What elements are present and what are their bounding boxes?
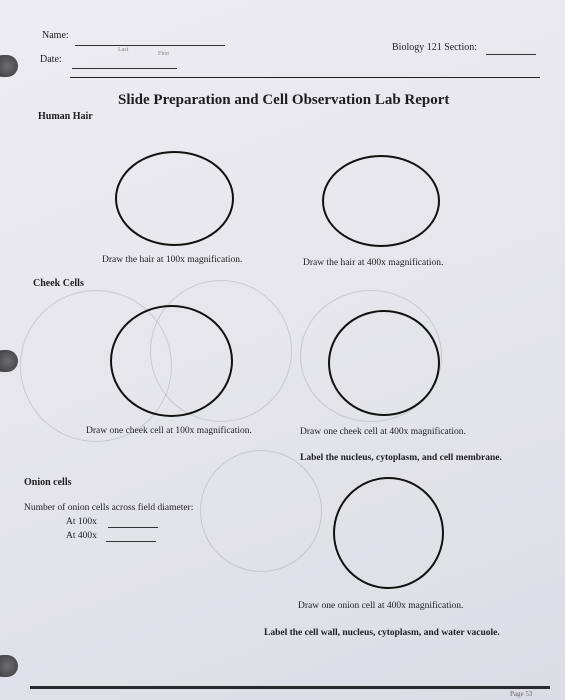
bleed-through-ring <box>200 450 322 572</box>
header-rule <box>70 77 540 78</box>
cheek-label-instruction: Label the nucleus, cytoplasm, and cell membrane. <box>300 453 502 463</box>
date-field[interactable] <box>72 68 177 69</box>
last-name-hint: Last <box>118 47 129 53</box>
onion-cells-heading: Onion cells <box>24 477 72 488</box>
binder-ring-icon <box>0 655 18 677</box>
binder-ring-icon <box>0 55 18 77</box>
onion-100x-count-field[interactable] <box>108 527 158 528</box>
cheek-100x-caption: Draw one cheek cell at 100x magnification. <box>86 426 252 436</box>
onion-100x-label: At 100x <box>66 517 97 527</box>
page-title: Slide Preparation and Cell Observation Lab Report <box>118 92 450 108</box>
hair-100x-drawing-circle[interactable] <box>115 151 234 246</box>
onion-label-instruction: Label the cell wall, nucleus, cytoplasm, and water vacuole. <box>264 628 500 638</box>
name-field[interactable] <box>75 45 225 46</box>
onion-400x-count-field[interactable] <box>106 541 156 542</box>
hair-400x-caption: Draw the hair at 400x magnification. <box>303 258 444 268</box>
date-label: Date: <box>40 54 62 65</box>
section-field[interactable] <box>486 54 536 55</box>
onion-field-diameter-question: Number of onion cells across field diameter: <box>24 503 194 513</box>
footer-rule <box>30 686 550 689</box>
onion-400x-label: At 400x <box>66 531 97 541</box>
cheek-cells-heading: Cheek Cells <box>33 278 84 289</box>
cheek-400x-caption: Draw one cheek cell at 400x magnification. <box>300 427 466 437</box>
cheek-400x-drawing-circle[interactable] <box>328 310 440 416</box>
onion-400x-drawing-circle[interactable] <box>333 477 444 589</box>
section-label: Biology 121 Section: <box>392 42 477 53</box>
onion-400x-caption: Draw one onion cell at 400x magnification. <box>298 601 464 611</box>
human-hair-heading: Human Hair <box>38 111 93 122</box>
cheek-100x-drawing-circle[interactable] <box>110 305 233 417</box>
hair-100x-caption: Draw the hair at 100x magnification. <box>102 255 243 265</box>
binder-ring-icon <box>0 350 18 372</box>
first-name-hint: First <box>158 51 170 57</box>
name-label: Name: <box>42 30 69 41</box>
page-number: Page 53 <box>510 690 533 698</box>
hair-400x-drawing-circle[interactable] <box>322 155 440 247</box>
